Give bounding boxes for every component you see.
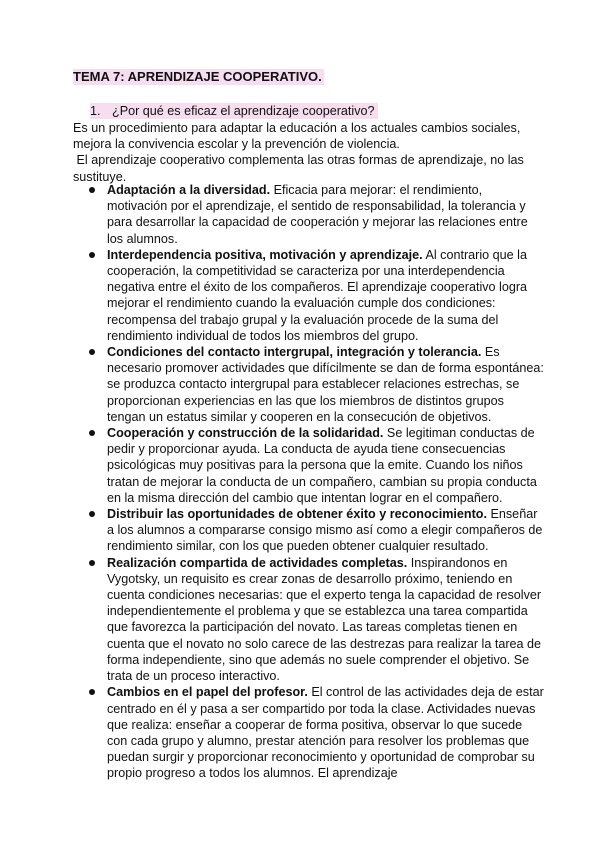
bullet-icon [89, 252, 95, 258]
bullet-list [73, 182, 545, 782]
list-item [73, 344, 545, 425]
item-text: Enseñar a los alumnos a compararse consigo mismo así como a elegir compañeros de rendimiento similar, con los que pueden obtener cualquier resultado. [107, 507, 543, 554]
item-heading: Adaptación a la diversidad. [107, 183, 271, 197]
bullet-icon [89, 511, 95, 517]
list-item [73, 555, 545, 685]
item-text: Inspirandonos en Vygotsky, un requisito es crear zonas de desarrollo próximo, teniendo en cuenta condiciones necesarias: que el experto tenga la capacidad de resolver independientemente el problema y que se establezca una tarea compartida que favorezca la participación del novato. Las tareas completas tienen en cuenta que el novato no solo carece de las destrezas para realizar la tarea de forma independiente, sino que además no suele comprender el objetivo. Se trata de un proceso interactivo. [107, 555, 542, 684]
item-text: Se legitiman conductas de pedir y proporcionar ayuda. La conducta de ayuda tiene consecuencias psicológicas muy positivas para la persona que la emite. Cuando los niños tratan de mejorar la conducta de un compañero, cambian su propia conducta en la misma dirección del cambio que intentan lograr en el compañero. [107, 426, 537, 505]
question-text: ¿Por qué es eficaz el aprendizaje cooperativo? [112, 104, 375, 118]
item-heading: Realización compartida de actividades completas. [107, 555, 408, 570]
list-item [73, 506, 545, 555]
list-item [73, 182, 545, 247]
item-text: Es necesario promover actividades que difícilmente se dan de forma espontánea: se produzca contacto intergrupal para establecer relaciones estrechas, se proporcionan experiencias en las que los miembros de distintos grupos tengan un estatus similar y cooperen en la consecución de objetivos. [107, 345, 544, 424]
question-number: 1. [90, 104, 101, 118]
list-item [73, 425, 545, 506]
page-title: TEMA 7: APRENDIZAJE COOPERATIVO. [73, 69, 322, 84]
intro-paragraph: El aprendizaje cooperativo complementa las otras formas de aprendizaje, no las sustituye. [73, 153, 528, 184]
list-item [73, 684, 545, 781]
item-text: Al contrario que la cooperación, la competitividad se caracteriza por una interdependencia negativa entre el éxito de los compañeros. El aprendizaje cooperativo logra mejorar el rendimiento cuando la evaluación cumple dos condiciones: recompensa del trabajo grupal y la evaluación procede de la suma del rendimiento individual de todos los miembros del grupo. [107, 247, 528, 343]
bullet-icon [89, 689, 95, 695]
item-text: El control de las actividades deja de estar centrado en él y pasa a ser compartido por toda la clase. Actividades nuevas que realiza: enseñar a cooperar de forma positiva, observar lo que sucede con cada grupo y alumno, prestar atención para resolver los problemas que puedan surgir y proporcionar reconocimiento y oportunidad de comprobar su propio progreso a todos los alumnos. El aprendizaje [107, 685, 544, 781]
bullet-icon [89, 349, 95, 355]
item-heading: Cambios en el papel del profesor. [107, 685, 308, 700]
list-item [73, 247, 545, 344]
bullet-icon [89, 430, 95, 436]
question-heading [90, 103, 378, 119]
intro-section [73, 120, 543, 185]
item-heading: Distribuir las oportunidades de obtener éxito y reconocimiento. [107, 507, 487, 522]
bullet-icon [89, 187, 95, 193]
intro-paragraph: Es un procedimiento para adaptar la educación a los actuales cambios sociales, mejora la convivencia escolar y la prevención de violencia. [73, 121, 521, 152]
item-heading: Cooperación y construcción de la solidaridad. [107, 426, 384, 441]
item-heading: Interdependencia positiva, motivación y aprendizaje. [107, 247, 423, 262]
item-heading: Condiciones del contacto intergrupal, integración y tolerancia. [107, 345, 482, 360]
bullet-icon [89, 560, 95, 566]
item-text: Eficacia para mejorar: el rendimiento, motivación por el aprendizaje, el sentido de responsabilidad, la tolerancia y para desarrollar la capacidad de cooperación y mejorar las relaciones entre los alumnos. [107, 183, 528, 246]
